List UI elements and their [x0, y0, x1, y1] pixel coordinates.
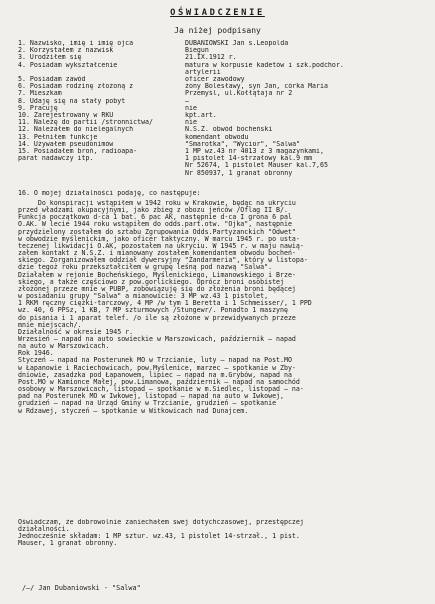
text-line: Rok 1946. [18, 349, 54, 358]
personal-data-form [18, 40, 428, 177]
field-label: 3. Urodziłem się [18, 54, 82, 62]
field-label [18, 69, 185, 76]
field-label: 14. Używałem pseudonimów [18, 140, 114, 148]
text-line: teczenej likwidacji O.AK, pozostałem na ukryciu. W 1945 r. w maju nawią- [18, 241, 304, 250]
document-subtitle: Ja niżej podpisany [174, 26, 261, 35]
form-row [18, 126, 428, 133]
field-value: DUBANIOWSKI Jan s.Leopolda [185, 40, 289, 47]
text-line: przed władzami okupacyjnymi, jako zbieg z obozu jeńców /Oflag II B/. [18, 206, 288, 215]
form-row [18, 141, 428, 148]
field-value: oficer zawodowy [185, 76, 245, 84]
text-line: dzie tegoż roku przekształciłem w grupę leśną pod nazwą "Salwa". [18, 263, 273, 272]
form-row [18, 83, 428, 90]
text-line: Wrzesień – napad na auto sowieckie w Marszowicach, październik – napad [18, 334, 296, 343]
field-label: 13. Pełniłem funkcje [18, 133, 98, 141]
field-label: parat nadawczy itp. [18, 155, 94, 163]
text-line: Oświadczam, że dobrowolnie zaniechałem swej dotychczasowej, przestępczej [18, 519, 304, 526]
field-value: kpt.art. [185, 112, 217, 120]
text-line: do pisania i 1 aparat telef. /o ile są złożone w przewidywanych przeze [18, 313, 296, 322]
field-value: nie [185, 119, 197, 127]
field-value: "Smarotka", "Wycior", "Salwa" [185, 140, 301, 148]
text-line: Mauser, 1 granat obronny. [18, 539, 118, 548]
form-row [18, 148, 428, 155]
text-line: dniowie, zasadzka pod Łapanowem, lipiec – napad na m.Grybów, napad na [18, 370, 292, 379]
field-value: – [185, 97, 189, 105]
form-row [18, 76, 428, 83]
text-line: mnie miejscach/. [18, 320, 82, 329]
field-label: 4. Posiadam wykształcenie [18, 61, 118, 69]
field-value: Nr 850937, 1 granat obronny [185, 169, 293, 177]
field-value: Nr 52674, 1 pistolet Mauser kal.7,65 [185, 162, 328, 170]
field-value: komendant obwodu [185, 133, 249, 141]
form-row [18, 62, 428, 69]
field-label: 7. Mieszkam [18, 90, 62, 98]
field-label: 10. Zarejestrowany w RKU [18, 112, 114, 120]
form-row [18, 98, 428, 105]
form-row [18, 155, 428, 162]
text-line: grudzień – napad na Urząd Gminy w Trzcianie, grudzień – spotkanie [18, 399, 277, 408]
signature-line: /–/ Jan Dubaniowski - "Salwa" [22, 584, 141, 592]
field-value: 1 pistolet 14-strzałowy kal.9 mm [185, 155, 313, 163]
field-label: 9. Pracuję [18, 104, 58, 112]
text-line: Styczeń – napad na Posterunek MO w Trzcianie, luty – napad na Post.MO [18, 356, 292, 365]
text-line: w posiadaniu grupy "Salwa" a mianowicie: 3 MP wz.43 1 pistolet, [18, 292, 269, 301]
text-line: Post.MO w Kamionce Małej, pow.Limanowa, październik – napad na samochód [18, 377, 300, 386]
activity-description [18, 200, 423, 415]
text-line: załem kontakt z N.S.Z. i mianowany zostałem komendantem obwodu bocheń- [18, 249, 296, 258]
text-line: w Łapanowie i Raciechowicach, pow.Myślenice, marzec – spotkanie w Zby- [18, 363, 296, 372]
field-label: 6. Posiadam rodzinę złożoną z [18, 83, 134, 91]
field-value: 1 MP wz.43 nr 4013 z 3 magazynkami, [185, 148, 324, 156]
text-line: pad na Posterunek MO w Iwkowej, listopad – napad na auto w Iwkowej, [18, 392, 284, 401]
field-label [18, 170, 185, 177]
section-16-heading: 16. O mojej działalności podaję, co następuje: [18, 190, 201, 197]
form-row [18, 47, 428, 54]
field-label: 15. Posiadałem broń, radioapa- [18, 148, 138, 156]
field-label: 1. Nazwisko, imię i imię ojca [18, 40, 134, 47]
field-value: artylerii [185, 68, 221, 76]
text-line: złożonej przeze mnie w PUBP, zobowiązuję się do złożenia broni będącej [18, 284, 296, 293]
text-line: Działalność w okresie 1945 r. [18, 327, 134, 336]
text-line: na auto w Marszowicach. [18, 342, 110, 351]
field-value: nie [185, 104, 197, 112]
field-label: 8. Udaję się na stały pobyt [18, 97, 126, 105]
text-line: O.AK. W lecie 1944 roku wstąpiłem do odds.part.otw. "Ojka", następnie [18, 220, 292, 229]
form-row [18, 134, 428, 141]
field-value: żony Bolesławy, syn Jan, córka Maria [185, 83, 328, 91]
form-row [18, 69, 428, 76]
form-row [18, 54, 428, 61]
text-line: Do konspiracji wstąpiłem w 1942 roku w Krakowie, będąc na ukryciu [18, 200, 296, 207]
field-value: 21.IX.1912 r. [185, 54, 237, 62]
text-line: 1 RKM ręczny ciężki-tarczowy, 4 MP /w tym 1 Beretta i 1 Schmeisser/, 1 PPD [18, 299, 312, 308]
form-row [18, 40, 428, 47]
field-label [18, 162, 185, 169]
form-row [18, 112, 428, 119]
document-title: OŚWIADCZENIE [170, 8, 265, 18]
text-line: przydzielony zostałem do sztabu Zgrupowania Odds.Partyzanckich "Odwet" [18, 227, 296, 236]
text-line: skiego, a także częściowo z pow.gorlickiego. Oprócz broni osobistej [18, 277, 284, 286]
field-value: Biegun [185, 47, 209, 55]
form-row [18, 170, 428, 177]
field-label: 12. Należałem do nielegalnych [18, 126, 134, 134]
field-value: Przemyśl, ul.Kołłątaja nr 2 [185, 90, 293, 98]
field-value: matura w korpusie kadetów i szk.podchor. [185, 61, 344, 69]
text-line: Funkcja początkowo d-ca 1 bat. 6 pac AK, następnie d-ca I grona 6 pal [18, 213, 292, 222]
field-label: 5. Posiadam zawód [18, 76, 86, 84]
closing-declaration [18, 519, 423, 548]
text-line: Działałem w rejonie Bocheńskiego, Myślenickiego, Limanowskiego i Brze- [18, 270, 296, 279]
text-line: działalności. [18, 525, 70, 534]
text-line: w Rdzawej, styczeń – spotkanie w Witkowicach nad Dunajcem. [18, 406, 249, 415]
form-row [18, 90, 428, 97]
text-line: osobowy w Marszowicach, listopad – spotkanie w m.Siedlec, listopad – na- [18, 385, 304, 394]
field-label: 11. Należę do partii /stronnictwa/ [18, 119, 153, 127]
field-label: 2. Korzystałem z nazwisk [18, 47, 114, 55]
text-line: wz. 40, 6 PPSz, 1 KB, 7 MP szturmowych /Stungewr/. Ponadto 1 maszynę [18, 306, 288, 315]
form-row [18, 105, 428, 112]
text-line: w obwodzie myślenickim, jako oficer taktyczny. W marcu 1945 r. po usta- [18, 234, 300, 243]
form-row [18, 162, 428, 169]
field-value: N.S.Z. obwód bocheński [185, 126, 273, 134]
text-line: skiego. Zorganizowałem oddział dywersyjny "Żandarmeria", który w listopa- [18, 256, 308, 265]
form-row [18, 119, 428, 126]
text-line: Jednocześnie składam: 1 MP sztur. wz.43, 1 pistolet 14-strzał., 1 pist. [18, 532, 300, 541]
